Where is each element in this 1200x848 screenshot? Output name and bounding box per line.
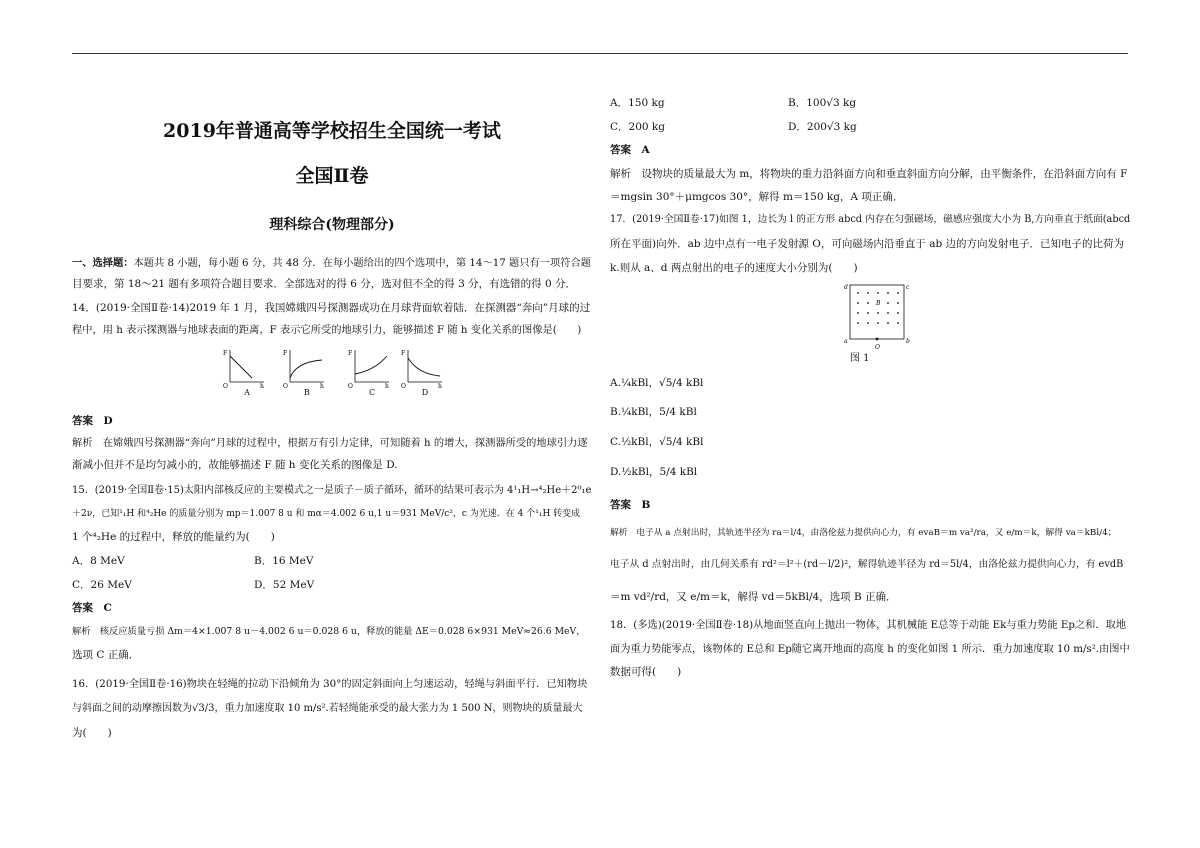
svg-text:O: O <box>283 383 288 390</box>
svg-text:h: h <box>438 383 442 390</box>
svg-text:O: O <box>223 383 228 390</box>
q15-option-c: C．26 MeV <box>72 579 132 591</box>
graph-c-label: C <box>368 388 376 397</box>
graph-a-label: A <box>244 388 250 397</box>
q16-explanation-2: ＝mgsin 30°＋μmgcos 30°，解得 m＝150 kg，A 项正确． <box>610 191 904 203</box>
q17-figure <box>842 281 912 351</box>
q17-answer: 答案 B <box>610 499 651 511</box>
q17-line-1: 17．(2019·全国Ⅱ卷·17)如图 1，边长为 l 的正方形 abcd 内存在匀强磁场，磁感应强度大小为 B,方向垂直于纸面(abcd <box>610 214 1131 225</box>
fig-label-b: b <box>906 338 910 345</box>
exam-title: 2019年普通高等学校招生全国统一考试 <box>163 120 501 142</box>
q18-line-2: 面为重力势能零点，该物体的 E总和 Ep随它离开地面的高度 h 的变化如图 1 所示．重力加速度取 10 m/s².由图中 <box>610 643 1130 655</box>
q16-line-3: 为( ) <box>72 727 112 739</box>
svg-text:h: h <box>320 383 324 390</box>
svg-text:O: O <box>401 383 406 390</box>
q17-explanation-3: ＝m vd²/rd，又 e/m＝k，解得 vd＝5kBl/4，选项 B 正确． <box>610 591 897 603</box>
q15-line-2: ＋2ν，已知¹₁H 和⁴₂He 的质量分别为 mp＝1.007 8 u 和 mα＝4.002 6 u,1 u＝931 MeV/c²，c 为光速．在 4 个¹₁H 转变成 <box>72 509 581 519</box>
section-title: 理科综合(物理部分) <box>269 217 395 233</box>
q17-option-b: B.¼kBl，5/4 kBl <box>610 406 697 418</box>
q15-option-a: A．8 MeV <box>72 555 125 567</box>
fig-label-o: O <box>875 344 880 351</box>
svg-text:h: h <box>260 383 264 390</box>
q14-explanation-1: 解析 在嫦娥四号探测器“奔向”月球的过程中，根据万有引力定律，可知随着 h 的增大，探测器所受的地球引力逐 <box>72 437 588 449</box>
q16-answer: 答案 A <box>610 144 650 156</box>
fig-label-b-field: B <box>876 300 881 307</box>
header-rule <box>72 53 1128 54</box>
fig-label-c: c <box>906 284 910 291</box>
q14-graphs <box>222 348 522 400</box>
q14-answer: 答案 D <box>72 415 113 427</box>
svg-text:F: F <box>401 350 406 357</box>
q15-option-b: B．16 MeV <box>254 555 314 567</box>
q16-option-d: D．200√3 kg <box>788 121 857 133</box>
q15-explanation-2: 选项 C 正确． <box>72 649 140 661</box>
q15-explanation-1: 解析 核反应质量亏损 Δm＝4×1.007 8 u－4.002 6 u＝0.028 6 u，释放的能量 ΔE＝0.028 6×931 MeV≈26.6 MeV， <box>72 626 586 637</box>
fig-label-a: a <box>844 338 848 345</box>
exam-subtitle: 全国Ⅱ卷 <box>295 165 369 187</box>
q17-explanation-2: 电子从 d 点射出时，由几何关系有 rd²＝l²＋(rd－l/2)²，解得轨迹半径为 rd＝5l/4，由洛伦兹力提供向心力，有 evdB <box>610 559 1124 570</box>
q17-option-c: C.½kBl，√5/4 kBl <box>610 436 704 448</box>
q15-line-3: 1 个⁴₂He 的过程中，释放的能量约为( ) <box>72 531 275 543</box>
q14-line-2: 程中，用 h 表示探测器与地球表面的距离，F 表示它所受的地球引力，能够描述 F 随 h 变化关系的图像是( ) <box>72 324 582 336</box>
q16-option-a: A．150 kg <box>610 97 665 109</box>
q17-option-d: D.½kBl，5/4 kBl <box>610 466 698 478</box>
q17-line-3: k.则从 a、d 两点射出的电子的速度大小分别为( ) <box>610 262 858 274</box>
q14-explanation-2: 渐减小但并不是均匀减小的，故能够描述 F 随 h 变化关系的图像是 D. <box>72 459 398 471</box>
q15-answer: 答案 C <box>72 602 112 614</box>
q18-line-3: 数据可得( ) <box>610 666 682 678</box>
svg-text:F: F <box>283 350 288 357</box>
svg-text:h: h <box>385 383 389 390</box>
intro-line-2: 目要求，第 18～21 题有多项符合题目要求．全部选对的得 6 分，选对但不全的得 3 分，有选错的得 0 分． <box>72 278 576 290</box>
svg-text:O: O <box>348 383 353 390</box>
graph-b-label: B <box>304 388 310 397</box>
q18-line-1: 18．(多选)(2019·全国Ⅱ卷·18)从地面竖直向上抛出一物体，其机械能 E总等于动能 Ek与重力势能 Ep之和．取地 <box>610 619 1127 631</box>
q16-option-c: C．200 kg <box>610 121 665 133</box>
graph-a-axis-f: F <box>223 350 228 357</box>
graph-d-label: D <box>421 388 429 397</box>
q16-option-b: B．100√3 kg <box>788 97 857 109</box>
q16-line-1: 16．(2019·全国Ⅱ卷·16)物块在轻绳的拉动下沿倾角为 30°的固定斜面向上匀速运动，轻绳与斜面平行．已知物块 <box>72 678 588 690</box>
svg-text:F: F <box>348 350 353 357</box>
q17-explanation-1: 解析 电子从 a 点射出时，其轨迹半径为 ra＝l/4，由洛伦兹力提供向心力，有 evaB＝m va²/ra，又 e/m＝k，解得 va＝kBl/4； <box>610 528 1117 538</box>
q16-line-2: 与斜面之间的动摩擦因数为√3/3，重力加速度取 10 m/s².若轻绳能承受的最大张力为 1 500 N，则物块的质量最大 <box>72 703 583 714</box>
figure-caption: 图 1 <box>850 353 870 364</box>
fig-label-d: d <box>844 284 848 291</box>
q16-explanation-1: 解析 设物块的质量最大为 m，将物块的重力沿斜面方向和垂直斜面方向分解，由平衡条件，在沿斜面方向有 F <box>610 168 1128 180</box>
q17-line-2: 所在平面)向外．ab 边中点有一电子发射源 O，可向磁场内沿垂直于 ab 边的方向发射电子．已知电子的比荷为 <box>610 238 1125 250</box>
q15-line-1: 15．(2019·全国Ⅱ卷·15)太阳内部核反应的主要模式之一是质子－质子循环，循环的结果可表示为 4¹₁H→⁴₂He＋2⁰₁e <box>72 485 592 496</box>
intro-line-1: 一、选择题：本题共 8 小题，每小题 6 分，共 48 分．在每小题给出的四个选项中，第 14～17 题只有一项符合题 <box>72 257 592 269</box>
q15-option-d: D．52 MeV <box>254 579 315 591</box>
q17-option-a: A.¼kBl，√5/4 kBl <box>610 377 704 389</box>
q14-line-1: 14．(2019·全国Ⅱ卷·14)2019 年 1 月，我国嫦娥四号探测器成功在月球背面软着陆．在探测器“奔向”月球的过 <box>72 302 591 314</box>
